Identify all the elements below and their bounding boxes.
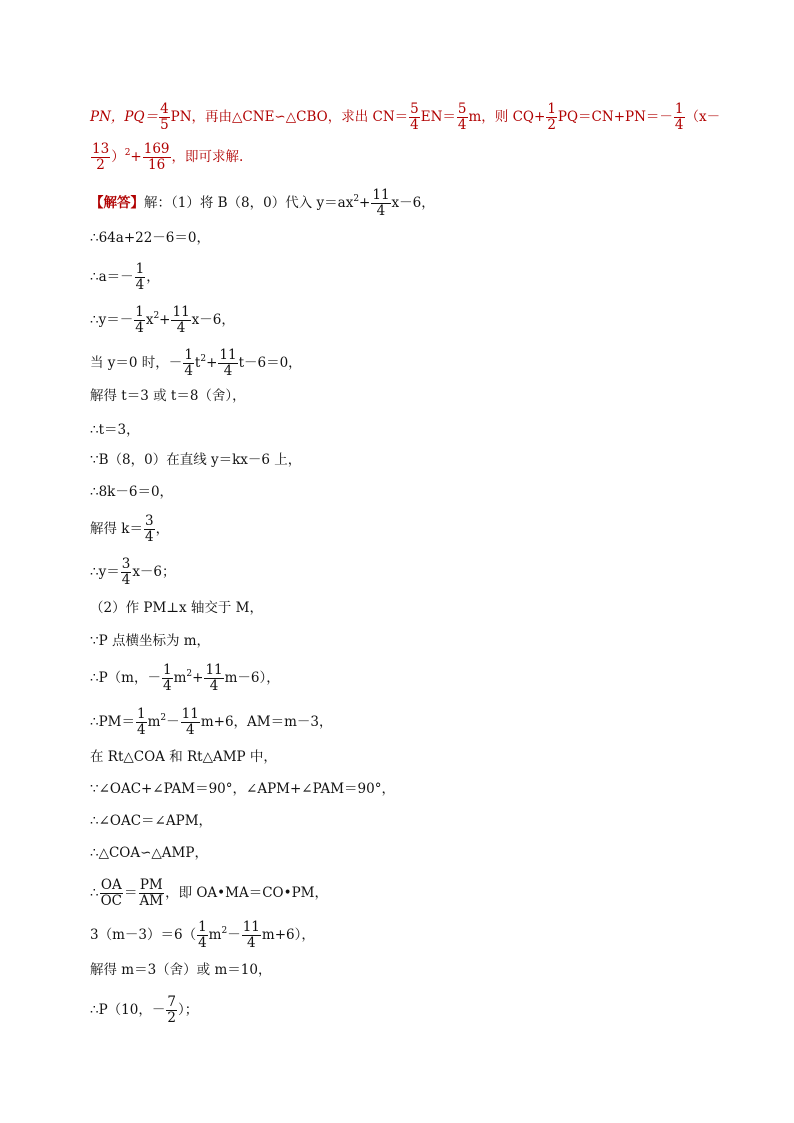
fraction bbox=[134, 305, 145, 336]
text: ） bbox=[111, 149, 125, 165]
denominator: 16 bbox=[148, 157, 166, 173]
numerator: 1 bbox=[184, 347, 193, 363]
denominator: 4 bbox=[144, 529, 154, 545]
text: ∴a＝－ bbox=[90, 269, 134, 285]
line-17 bbox=[90, 707, 333, 738]
denominator: 4 bbox=[198, 935, 207, 951]
numerator: 11 bbox=[172, 304, 190, 320]
line-14 bbox=[90, 598, 263, 618]
text: 当 y＝0 时，－ bbox=[90, 355, 183, 371]
line-11 bbox=[90, 482, 173, 502]
text: m bbox=[208, 927, 222, 943]
fraction bbox=[183, 348, 194, 379]
fraction bbox=[91, 142, 110, 173]
denominator: 4 bbox=[162, 678, 172, 694]
denominator: 4 bbox=[209, 678, 219, 694]
text: ∴ bbox=[90, 885, 99, 901]
line-21 bbox=[90, 843, 208, 863]
numerator: 7 bbox=[167, 994, 176, 1010]
fraction bbox=[100, 878, 123, 909]
line-10 bbox=[90, 450, 301, 470]
numerator: 13 bbox=[92, 141, 110, 157]
superscript: 2 bbox=[221, 926, 228, 936]
numerator: 1 bbox=[674, 101, 684, 117]
fraction bbox=[457, 102, 468, 133]
numerator: 1 bbox=[135, 261, 145, 277]
text: ，即 OA•MA＝CO•PM， bbox=[165, 885, 328, 901]
line-18 bbox=[90, 747, 277, 767]
denominator: OC bbox=[100, 893, 122, 909]
fraction bbox=[204, 663, 223, 694]
fraction bbox=[166, 995, 177, 1026]
text: ∴△COA∽△AMP， bbox=[90, 845, 208, 861]
denominator: 4 bbox=[137, 722, 146, 738]
numerator: 11 bbox=[205, 662, 223, 678]
text: + bbox=[206, 355, 218, 371]
text: + bbox=[359, 195, 371, 211]
denominator: AM bbox=[139, 893, 164, 909]
denominator: 4 bbox=[135, 277, 145, 293]
denominator: 4 bbox=[176, 320, 186, 336]
line-8 bbox=[90, 386, 246, 406]
text: + bbox=[192, 670, 204, 686]
text: x－6， bbox=[191, 312, 235, 328]
text: 解：（1）将 B（8，0）代入 y＝ax bbox=[144, 195, 354, 211]
text: ）； bbox=[177, 1002, 199, 1018]
text: t bbox=[194, 355, 201, 371]
fraction bbox=[674, 102, 685, 133]
numerator: PM bbox=[139, 877, 163, 893]
text: － bbox=[227, 927, 241, 943]
denominator: 4 bbox=[135, 320, 144, 336]
line-19 bbox=[90, 779, 395, 799]
text: 在 Rt△COA 和 Rt△AMP 中， bbox=[90, 749, 277, 765]
line-16 bbox=[90, 663, 280, 694]
line-23 bbox=[90, 920, 315, 951]
text: m bbox=[173, 670, 187, 686]
denominator: 5 bbox=[160, 117, 169, 133]
numerator: 5 bbox=[410, 101, 419, 117]
text: m，则 CQ+ bbox=[468, 109, 546, 125]
text: ∴y＝ bbox=[90, 564, 120, 580]
numerator: 11 bbox=[181, 706, 199, 722]
text: ∵P 点横坐标为 m， bbox=[90, 633, 211, 649]
line-20 bbox=[90, 811, 212, 831]
text: 解得 k＝ bbox=[90, 521, 143, 537]
text: ∴64a+22－6＝0， bbox=[90, 230, 210, 246]
denominator: 4 bbox=[457, 117, 467, 133]
line-3 bbox=[90, 188, 435, 219]
text: ∴y＝－ bbox=[90, 312, 134, 328]
fraction bbox=[159, 102, 170, 133]
numerator: 169 bbox=[143, 141, 170, 157]
numerator: 11 bbox=[372, 187, 390, 203]
numerator: 5 bbox=[457, 101, 467, 117]
fraction bbox=[121, 557, 132, 588]
fraction bbox=[371, 188, 390, 219]
superscript: 2 bbox=[186, 669, 193, 679]
text: PQ＝CN+PN＝－ bbox=[557, 109, 673, 125]
superscript: 2 bbox=[153, 311, 160, 321]
text: x bbox=[145, 312, 154, 328]
fraction bbox=[409, 102, 420, 133]
text: t－6＝0， bbox=[238, 355, 302, 371]
line-12 bbox=[90, 514, 169, 545]
numerator: 1 bbox=[198, 919, 207, 935]
text: + bbox=[130, 149, 142, 165]
denominator: 2 bbox=[167, 1010, 176, 1026]
numerator: 1 bbox=[547, 101, 556, 117]
text: ∴P（m，－ bbox=[90, 670, 161, 686]
fraction bbox=[143, 142, 171, 173]
fraction bbox=[546, 102, 557, 133]
line-25 bbox=[90, 995, 198, 1026]
fraction bbox=[135, 262, 146, 293]
denominator: 4 bbox=[247, 935, 256, 951]
text: ＝ bbox=[124, 885, 138, 901]
text: m bbox=[147, 714, 161, 730]
text: － bbox=[166, 714, 180, 730]
line-6 bbox=[90, 305, 235, 336]
line-5 bbox=[90, 262, 160, 293]
fraction bbox=[136, 707, 147, 738]
fraction bbox=[218, 348, 237, 379]
text: + bbox=[159, 312, 171, 328]
numerator: 1 bbox=[162, 662, 172, 678]
line-24 bbox=[90, 960, 271, 980]
text: ， bbox=[146, 269, 160, 285]
text: PN，PQ＝ bbox=[90, 109, 159, 125]
text: ， bbox=[155, 521, 170, 537]
text: ∴∠OAC＝∠APM， bbox=[90, 813, 213, 829]
numerator: 4 bbox=[160, 101, 169, 117]
fraction bbox=[242, 920, 261, 951]
numerator: 3 bbox=[121, 556, 131, 572]
line-7 bbox=[90, 348, 302, 379]
text: ∴8k－6＝0， bbox=[90, 484, 174, 500]
fraction bbox=[162, 663, 173, 694]
line-13 bbox=[90, 557, 176, 588]
text: （2）作 PM⊥x 轴交于 M， bbox=[90, 600, 264, 616]
text: ∵∠OAC+∠PAM＝90°，∠APM+∠PAM＝90°， bbox=[90, 781, 395, 797]
text: m+6，AM＝m－3， bbox=[200, 714, 333, 730]
text: ，即可求解. bbox=[171, 149, 244, 165]
fraction bbox=[197, 920, 208, 951]
line-22 bbox=[90, 878, 328, 909]
denominator: 4 bbox=[376, 203, 386, 219]
denominator: 4 bbox=[185, 722, 195, 738]
text: x－6； bbox=[132, 564, 176, 580]
numerator: 1 bbox=[137, 706, 146, 722]
fraction bbox=[171, 305, 190, 336]
superscript: 2 bbox=[124, 148, 131, 158]
text: 解得 t＝3 或 t＝8（舍）， bbox=[90, 388, 246, 404]
answer-tag: 【解答】 bbox=[90, 195, 144, 211]
line-15 bbox=[90, 631, 210, 651]
superscript: 2 bbox=[353, 194, 360, 204]
text: （x－ bbox=[685, 109, 721, 125]
denominator: 4 bbox=[674, 117, 684, 133]
denominator: 4 bbox=[410, 117, 419, 133]
fraction bbox=[139, 878, 165, 909]
denominator: 4 bbox=[184, 363, 193, 379]
fraction bbox=[144, 514, 155, 545]
denominator: 2 bbox=[547, 117, 556, 133]
text: ∴t＝3， bbox=[90, 422, 140, 438]
numerator: 11 bbox=[242, 919, 260, 935]
line-2 bbox=[90, 142, 243, 173]
denominator: 2 bbox=[96, 157, 105, 173]
superscript: 2 bbox=[200, 354, 207, 364]
numerator: OA bbox=[100, 877, 122, 893]
text: ∵B（8，0）在直线 y＝kx－6 上， bbox=[90, 452, 302, 468]
line-1 bbox=[90, 102, 720, 133]
line-4 bbox=[90, 228, 210, 248]
text: ∴P（10，－ bbox=[90, 1002, 166, 1018]
numerator: 3 bbox=[144, 513, 154, 529]
denominator: 4 bbox=[121, 572, 131, 588]
text: 解得 m＝3（舍）或 m＝10， bbox=[90, 962, 272, 978]
text: 3（m－3）＝6（ bbox=[90, 927, 197, 943]
line-9 bbox=[90, 420, 140, 440]
text: m+6）， bbox=[261, 927, 315, 943]
text: PN，再由△CNE∽△CBO，求出 CN＝ bbox=[170, 109, 409, 125]
text: EN＝ bbox=[420, 109, 456, 125]
fraction bbox=[181, 707, 200, 738]
text: ∴PM＝ bbox=[90, 714, 135, 730]
numerator: 11 bbox=[219, 347, 237, 363]
denominator: 4 bbox=[223, 363, 233, 379]
text: m－6）， bbox=[224, 670, 280, 686]
superscript: 2 bbox=[160, 713, 167, 723]
text: x－6， bbox=[391, 195, 435, 211]
numerator: 1 bbox=[135, 304, 144, 320]
